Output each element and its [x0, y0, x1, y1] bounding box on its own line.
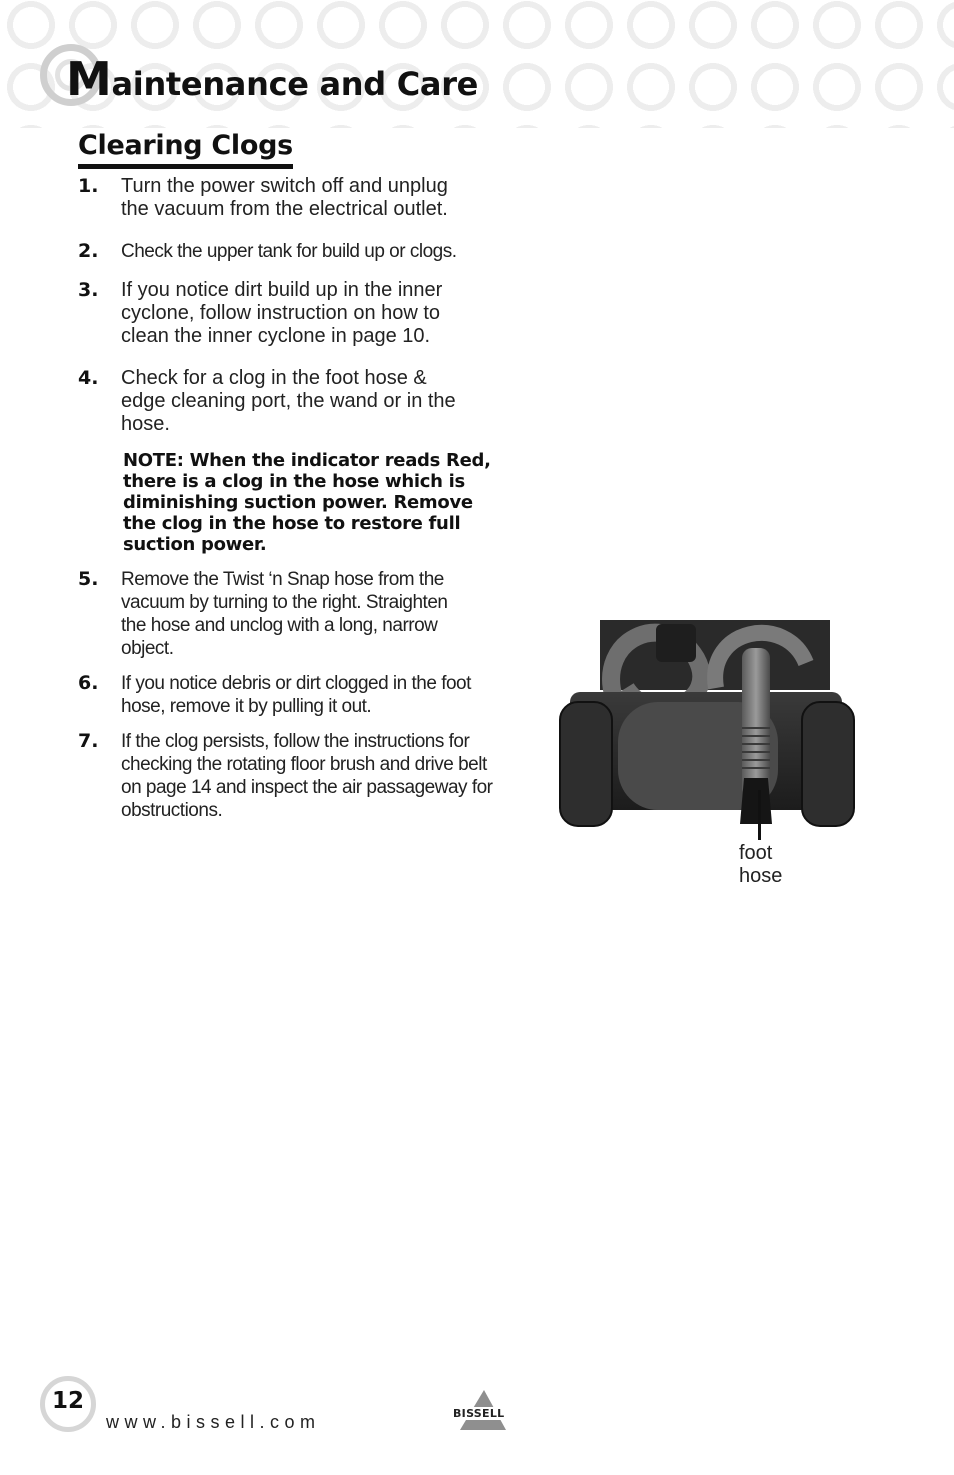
step-text: If you notice debris or dirt clogged in the foot hose, remove it by pulling it out.	[121, 673, 471, 717]
step-number: 5.	[78, 568, 99, 590]
step-text: Check the upper tank for build up or clogs.	[121, 241, 457, 262]
vacuum-foot-illustration	[556, 618, 856, 828]
step-text: Remove the Twist ‘n Snap hose from the vacuum by turning to the right. Straighten the hose and unclog with a long, narrow object.	[121, 569, 448, 659]
section-title: Clearing Clogs	[78, 129, 293, 169]
step-number: 3.	[78, 279, 99, 301]
step-text: Check for a clog in the foot hose & edge cleaning port, the wand or in the hose.	[121, 367, 456, 435]
page-title	[66, 52, 479, 106]
callout-line	[758, 790, 761, 840]
step-number: 7.	[78, 730, 99, 752]
step-number: 2.	[78, 240, 99, 262]
callout-label-line2: hose	[739, 865, 783, 887]
step-number: 1.	[78, 175, 99, 197]
title-rest: aintenance and Care	[111, 65, 479, 103]
page-number: 12	[52, 1388, 85, 1414]
step-text: Turn the power switch off and unplug the vacuum from the electrical outlet.	[121, 175, 448, 220]
title-initial: M	[66, 52, 112, 106]
website-url: www.bissell.com	[106, 1412, 321, 1432]
step-number: 4.	[78, 367, 99, 389]
callout-label	[739, 842, 809, 888]
step-text: If the clog persists, follow the instructions for checking the rotating floor brush and drive belt on page 14 and inspect the air passageway for obstructions.	[121, 731, 493, 821]
logo-text: BISSELL	[453, 1407, 505, 1420]
note-text: NOTE: When the indicator reads Red, there is a clog in the hose which is diminishing suction power. Remove the clog in the hose to restore full suction power.	[123, 450, 491, 555]
step-text: If you notice dirt build up in the inner cyclone, follow instruction on how to clean the inner cyclone in page 10.	[121, 279, 443, 347]
callout-label-line1: foot	[739, 842, 773, 864]
step-number: 6.	[78, 672, 99, 694]
